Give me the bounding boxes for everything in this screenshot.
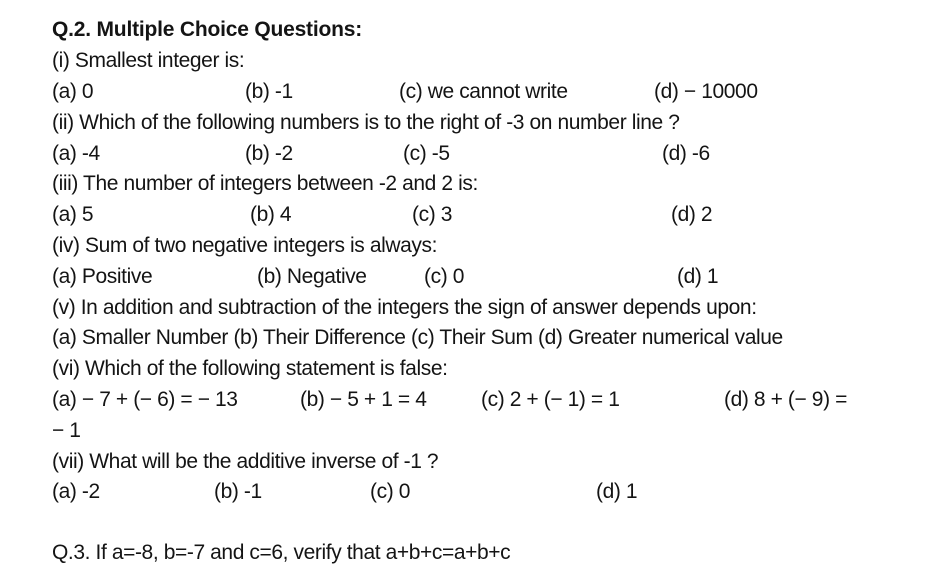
question-5-stem: (v) In addition and subtraction of the integers the sign of answer depends upon: xyxy=(52,296,757,319)
question-7-option-a: (a) -2 xyxy=(52,480,100,503)
question-3-option-d: (d) 2 xyxy=(671,203,713,226)
section-heading: Q.2. Multiple Choice Questions: xyxy=(52,18,362,41)
question-4-option-a: (a) Positive xyxy=(52,265,153,288)
question-7-option-c: (c) 0 xyxy=(370,480,411,503)
question-1-option-a: (a) 0 xyxy=(52,80,94,103)
question-2-option-c: (c) -5 xyxy=(403,142,450,165)
question-6-option-d: (d) 8 + (− 9) = xyxy=(724,388,847,411)
question-2-option-a: (a) -4 xyxy=(52,142,100,165)
question-7-option-d: (d) 1 xyxy=(596,480,638,503)
next-question-partial: Q.3. If a=-8, b=-7 and c=6, verify that a+b+c=a+b+c xyxy=(52,541,511,564)
question-7-option-b: (b) -1 xyxy=(214,480,262,503)
question-1-option-d: (d) − 10000 xyxy=(654,80,758,103)
question-1-option-b: (b) -1 xyxy=(245,80,293,103)
question-6-option-c: (c) 2 + (− 1) = 1 xyxy=(481,388,620,411)
question-1-option-c: (c) we cannot write xyxy=(399,80,568,103)
question-4-option-b: (b) Negative xyxy=(257,265,367,288)
question-1-stem: (i) Smallest integer is: xyxy=(52,49,245,72)
question-4-option-d: (d) 1 xyxy=(677,265,719,288)
question-6-stem: (vi) Which of the following statement is false: xyxy=(52,357,448,380)
question-2-option-d: (d) -6 xyxy=(662,142,710,165)
question-5-options: (a) Smaller Number (b) Their Difference (c) Their Sum (d) Greater numerical value xyxy=(52,326,783,349)
question-3-option-a: (a) 5 xyxy=(52,203,94,226)
question-4-option-c: (c) 0 xyxy=(424,265,465,288)
question-2-stem: (ii) Which of the following numbers is to the right of -3 on number line ? xyxy=(52,111,680,134)
question-6-option-d-continuation: − 1 xyxy=(52,419,81,442)
question-6-option-a: (a) − 7 + (− 6) = − 13 xyxy=(52,388,238,411)
question-3-option-c: (c) 3 xyxy=(412,203,453,226)
question-3-stem: (iii) The number of integers between -2 and 2 is: xyxy=(52,172,478,195)
question-2-option-b: (b) -2 xyxy=(245,142,293,165)
question-4-stem: (iv) Sum of two negative integers is always: xyxy=(52,234,438,257)
question-7-stem: (vii) What will be the additive inverse of -1 ? xyxy=(52,450,439,473)
question-3-option-b: (b) 4 xyxy=(250,203,292,226)
question-6-option-b: (b) − 5 + 1 = 4 xyxy=(300,388,427,411)
